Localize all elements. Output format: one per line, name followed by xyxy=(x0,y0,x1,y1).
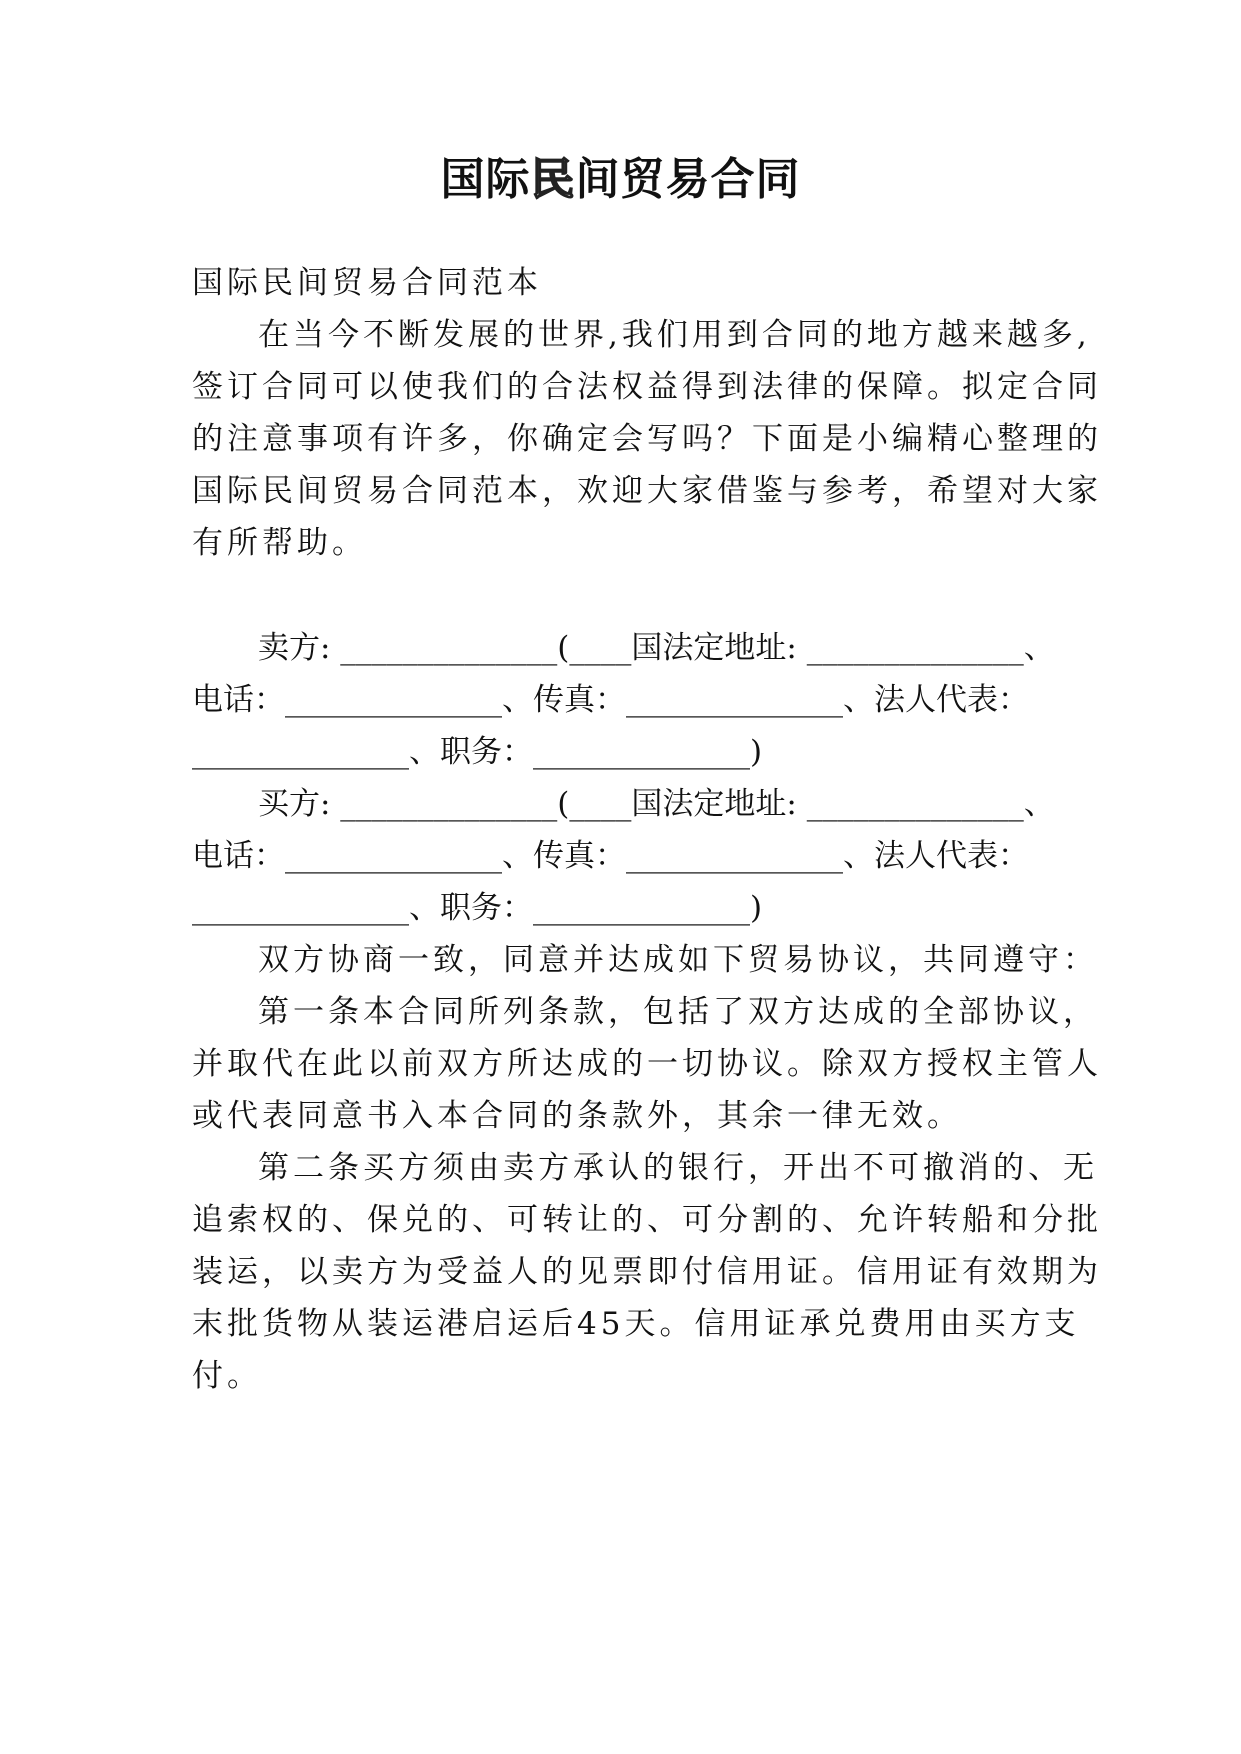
intro-line-5: 有所帮助。 xyxy=(192,525,367,561)
article-1-line-1: 第一条本合同所列条款，包括了双方达成的全部协议， xyxy=(258,994,1098,1030)
title-hollow-char: 民 xyxy=(530,154,576,205)
title-part-1: 国际 xyxy=(440,154,531,205)
agreement-line: 双方协商一致，同意并达成如下贸易协议，共同遵守： xyxy=(258,942,1098,978)
intro-line-3: 的注意事项有许多，你确定会写吗？下面是小编精心整理的 xyxy=(192,421,1102,457)
title-part-2: 间贸易合同 xyxy=(575,154,801,205)
intro-line-4: 国际民间贸易合同范本，欢迎大家借鉴与参考，希望对大家 xyxy=(192,473,1102,509)
subtitle-line: 国际民间贸易合同范本 xyxy=(192,265,542,301)
intro-line-2: 签订合同可以使我们的合法权益得到法律的保障。拟定合同 xyxy=(192,369,1102,405)
article-1-line-3: 或代表同意书入本合同的条款外，其余一律无效。 xyxy=(192,1098,962,1134)
buyer-line-1: 买方: ______________(____国法定地址: ______________、 xyxy=(258,786,1055,822)
intro-line-1: 在当今不断发展的世界,我们用到合同的地方越来越多, xyxy=(258,317,1091,353)
article-2-line-5: 付。 xyxy=(192,1358,262,1394)
article-1-line-2: 并取代在此以前双方所达成的一切协议。除双方授权主管人 xyxy=(192,1046,1102,1082)
seller-line-1: 卖方: ______________(____国法定地址: ______________、 xyxy=(258,630,1055,666)
article-2-line-3: 装运，以卖方为受益人的见票即付信用证。信用证有效期为 xyxy=(192,1254,1102,1290)
article-2-line-4: 末批货物从装运港启运后45天。信用证承兑费用由买方支 xyxy=(192,1306,1080,1342)
buyer-line-2: 电话：______________、传真：______________、法人代表： xyxy=(192,838,1029,874)
buyer-line-3: ______________、职务：______________) xyxy=(192,890,763,926)
seller-line-2: 电话：______________、传真：______________、法人代表： xyxy=(192,682,1029,718)
article-2-line-2: 追索权的、保兑的、可转让的、可分割的、允许转船和分批 xyxy=(192,1202,1102,1238)
article-2-line-1: 第二条买方须由卖方承认的银行，开出不可撤消的、无 xyxy=(258,1150,1098,1186)
document-title xyxy=(0,150,1241,210)
seller-line-3: ______________、职务：______________) xyxy=(192,734,763,770)
